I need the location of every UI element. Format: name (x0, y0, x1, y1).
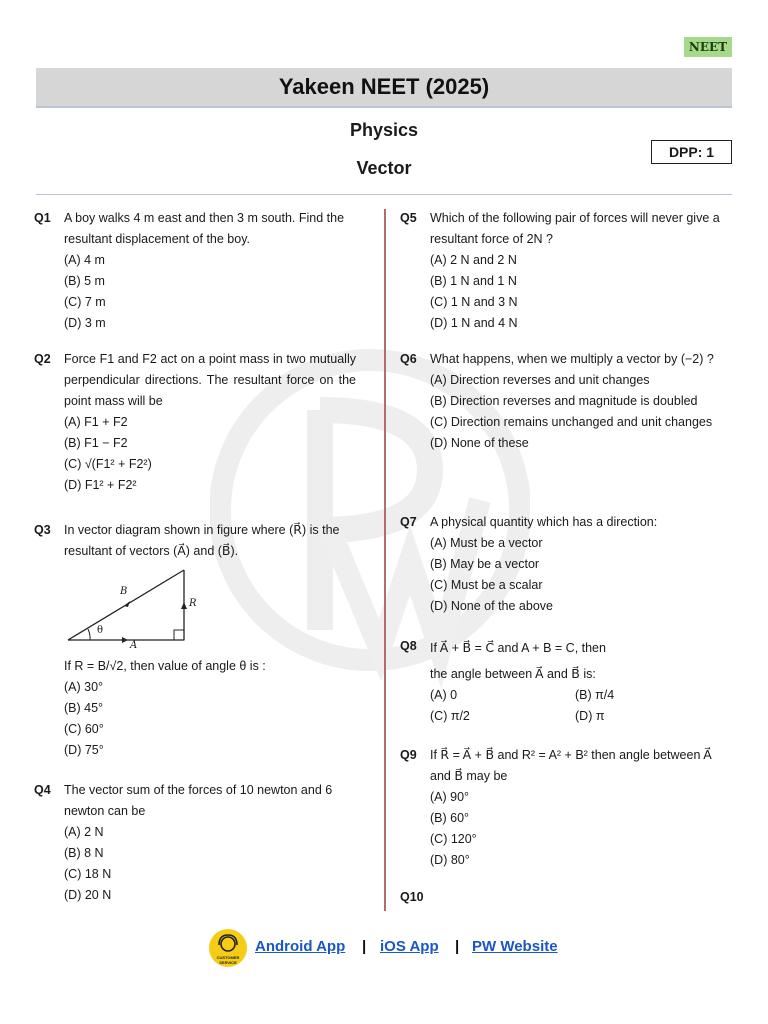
option-a: (A) 4 m (64, 253, 105, 267)
question-text-line2: the angle between A⃗ and B⃗ is: (430, 667, 596, 681)
question-number: Q1 (34, 211, 51, 225)
option-c: (C) Direction remains unchanged and unit changes (430, 415, 713, 429)
option-d: (D) 80° (430, 853, 470, 867)
question-text: In vector diagram shown in figure where (R⃗) is the resultant of vectors (A⃗) and (B⃗). (64, 523, 340, 558)
page-title: Yakeen NEET (2025) (278, 74, 490, 99)
question-text: Force F1 and F2 act on a point mass in two mutually perpendicular directions. The resultant force on the point mass will be (64, 352, 356, 408)
option-a: (A) F1 + F2 (64, 415, 128, 429)
option-a: (A) 90° (430, 790, 470, 804)
option-d: (D) F1² + F2² (64, 478, 137, 492)
footer-separator: | (455, 938, 460, 955)
option-b: (B) May be a vector (430, 557, 540, 571)
footer-separator: | (362, 938, 367, 955)
question-5 (400, 208, 722, 334)
option-b: (B) π/4 (575, 688, 615, 702)
option-d: (D) 3 m (64, 316, 106, 330)
android-app-link[interactable]: Android App (255, 938, 346, 955)
header-divider (36, 194, 732, 195)
option-c: (C) 18 N (64, 867, 112, 881)
fig-label-theta: θ (97, 625, 104, 636)
option-d: (D) 20 N (64, 888, 112, 902)
option-c: (C) 120° (430, 832, 477, 846)
fig-label-a: A (130, 640, 138, 651)
option-d: (D) None of the above (430, 599, 553, 613)
question-2 (34, 349, 356, 496)
option-a: (A) 2 N (64, 825, 104, 839)
question-number: Q7 (400, 515, 417, 529)
question-number: Q4 (34, 783, 51, 797)
question-7 (400, 512, 722, 617)
question-8 (400, 636, 722, 727)
option-d: (D) None of these (430, 436, 529, 450)
option-a: (A) 2 N and 2 N (430, 253, 517, 267)
question-number: Q10 (400, 890, 424, 904)
chapter-heading: Vector (356, 158, 412, 178)
question-4 (34, 780, 356, 906)
question-number: Q3 (34, 523, 51, 537)
option-c: (C) 60° (64, 722, 104, 736)
dpp-box: DPP: 1 (651, 140, 732, 164)
question-number: Q5 (400, 211, 417, 225)
title-bar (36, 68, 732, 108)
option-d: (D) π (575, 709, 605, 723)
option-c: (C) 1 N and 3 N (430, 295, 518, 309)
question-condition: If R = B/√2, then value of angle θ is : (64, 659, 266, 673)
option-d: (D) 75° (64, 743, 104, 757)
option-a: (A) Direction reverses and unit changes (430, 373, 650, 387)
customer-service-label: CUSTOMER SERVICE (216, 955, 240, 965)
option-c: (C) √(F1² + F2²) (64, 457, 152, 471)
pw-website-link[interactable]: PW Website (472, 938, 558, 955)
subject-heading: Physics (349, 120, 419, 140)
fig-label-b: B (120, 586, 128, 597)
question-1 (34, 208, 356, 334)
option-c: (C) 7 m (64, 295, 106, 309)
question-number: Q9 (400, 748, 417, 762)
question-text: Which of the following pair of forces will never give a resultant force of 2N ? (430, 211, 720, 246)
question-9 (400, 745, 722, 871)
question-text: A boy walks 4 m east and then 3 m south. Find the resultant displacement of the boy. (64, 211, 345, 246)
option-a: (A) 0 (430, 688, 458, 702)
question-6 (400, 349, 722, 454)
question-text: What happens, when we multiply a vector by (−2) ? (430, 352, 714, 366)
option-b: (B) Direction reverses and magnitude is doubled (430, 394, 698, 408)
question-number: Q6 (400, 352, 417, 366)
question-text-line1: If A⃗ + B⃗ = C⃗ and A + B = C, then (430, 641, 606, 655)
option-a: (A) Must be a vector (430, 536, 543, 550)
option-b: (B) 60° (430, 811, 470, 825)
exam-badge: NEET (684, 37, 732, 57)
ios-app-link[interactable]: iOS App (380, 938, 439, 955)
question-text: A physical quantity which has a direction: (430, 515, 658, 529)
question-text: The vector sum of the forces of 10 newton and 6 newton can be (64, 783, 333, 818)
option-b: (B) 5 m (64, 274, 105, 288)
fig-label-r: R (189, 598, 197, 609)
option-c: (C) π/2 (430, 709, 470, 723)
question-3-options (34, 656, 356, 761)
vector-triangle-figure (64, 566, 194, 646)
option-b: (B) 8 N (64, 846, 104, 860)
customer-service-icon[interactable] (209, 929, 247, 967)
option-d: (D) 1 N and 4 N (430, 316, 518, 330)
option-b: (B) 45° (64, 701, 104, 715)
question-text: If R⃗ = A⃗ + B⃗ and R² = A² + B² then angle between A⃗ and B⃗ may be (430, 748, 712, 783)
option-b: (B) 1 N and 1 N (430, 274, 517, 288)
question-number: Q2 (34, 352, 51, 366)
question-number: Q8 (400, 639, 417, 653)
option-c: (C) Must be a scalar (430, 578, 543, 592)
option-b: (B) F1 − F2 (64, 436, 128, 450)
question-3 (34, 520, 356, 562)
option-a: (A) 30° (64, 680, 104, 694)
column-divider (384, 209, 386, 911)
